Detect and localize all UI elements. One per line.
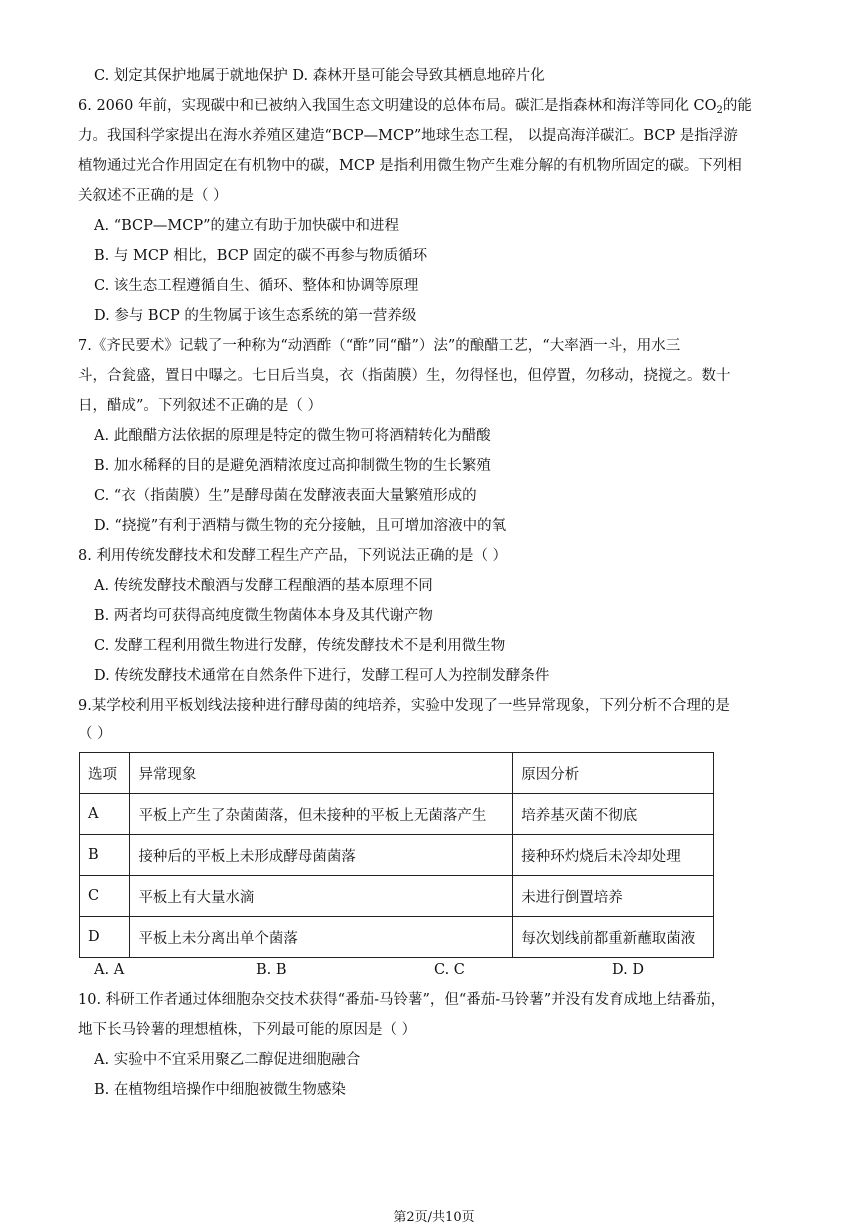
table-row <box>80 876 714 917</box>
q6-stem-line1: 6. 2060 年前，实现碳中和已被纳入我国生态文明建设的总体布局。碳汇是指森林和海洋等同化 $CO_2$的能 <box>78 98 752 116</box>
q9-option-c: C. C <box>434 962 465 978</box>
table-cell: 平板上未分离出单个菌落 <box>130 917 513 958</box>
page-number-footer: 第2页/共10页 <box>393 1210 475 1225</box>
q7-stem-line3: 日，醋成”。下列叙述不正确的是（ ） <box>78 398 323 414</box>
q6-stem-line4: 关叙述不正确的是（ ） <box>78 188 228 204</box>
q8-option-c: C. 发酵工程利用微生物进行发酵，传统发酵技术不是利用微生物 <box>94 638 506 654</box>
table-cell: 每次划线前都重新蘸取菌液 <box>513 917 714 958</box>
table-cell: D <box>80 917 130 958</box>
q6-stem-line3: 植物通过光合作用固定在有机物中的碳，MCP 是指利用微生物产生难分解的有机物所固定的碳。下列相 <box>78 158 742 174</box>
q5-options-cd: C. 划定其保护地属于就地保护 D. 森林开垦可能会导致其栖息地碎片化 <box>94 68 545 84</box>
q6-option-c: C. 该生态工程遵循自生、循环、整体和协调等原理 <box>94 278 419 294</box>
q6-option-b: B. 与 MCP 相比，BCP 固定的碳不再参与物质循环 <box>94 248 428 264</box>
q7-option-c: C. “衣（指菌膜）生”是酵母菌在发酵液表面大量繁殖形成的 <box>94 488 477 504</box>
table-cell: C <box>80 876 130 917</box>
table-cell: A <box>80 794 130 835</box>
table-cell: 接种环灼烧后未冷却处理 <box>513 835 714 876</box>
table-row <box>80 835 714 876</box>
q8-stem: 8. 利用传统发酵技术和发酵工程生产产品，下列说法正确的是（ ） <box>78 548 508 564</box>
q9-option-b: B. B <box>256 962 287 978</box>
q7-option-b: B. 加水稀释的目的是避免酒精浓度过高抑制微生物的生长繁殖 <box>94 458 491 474</box>
q9-option-a: A. A <box>94 962 125 978</box>
table-cell: 接种后的平板上未形成酵母菌菌落 <box>130 835 513 876</box>
q9-stem-line2: （ ） <box>78 726 112 742</box>
q8-option-b: B. 两者均可获得高纯度微生物菌体本身及其代谢产物 <box>94 608 433 624</box>
q7-stem-line2: 斗，合瓮盛，置日中曝之。七日后当臭，衣（指菌膜）生，勿得怪也，但停置，勿移动，挠搅之。数十 <box>78 368 731 384</box>
q8-option-a: A. 传统发酵技术酿酒与发酵工程酿酒的基本原理不同 <box>94 578 433 594</box>
table-cell: 培养基灭菌不彻底 <box>513 794 714 835</box>
table-cell: 未进行倒置培养 <box>513 876 714 917</box>
table-header-row <box>80 753 714 794</box>
q10-option-b: B. 在植物组培操作中细胞被微生物感染 <box>94 1082 346 1098</box>
q7-option-a: A. 此酿醋方法依据的原理是特定的微生物可将酒精转化为醋酸 <box>94 428 491 444</box>
q9-option-d: D. D <box>612 962 644 978</box>
q10-stem-line2: 地下长马铃薯的理想植株，下列最可能的原因是（ ） <box>78 1022 417 1038</box>
q7-stem-line1: 7.《齐民要术》记载了一种称为“动酒酢（“酢”同“醋”）法”的酿醋工艺，“大率酒一斗，用水三 <box>78 338 681 354</box>
q10-option-a: A. 实验中不宜采用聚乙二醇促进细胞融合 <box>94 1052 361 1068</box>
table-row <box>80 917 714 958</box>
table-header-cell: 异常现象 <box>130 753 513 794</box>
q9-table <box>79 752 714 958</box>
q9-stem-line1: 9.某学校利用平板划线法接种进行酵母菌的纯培养，实验中发现了一些异常现象，下列分析不合理的是 <box>78 698 730 714</box>
table-cell: 平板上有大量水滴 <box>130 876 513 917</box>
q6-stem-line2: 力。我国科学家提出在海水养殖区建造“BCP—MCP”地球生态工程， 以提高海洋碳汇。BCP 是指浮游 <box>78 128 738 144</box>
table-header-cell: 选项 <box>80 753 130 794</box>
table-row <box>80 794 714 835</box>
table-header-cell: 原因分析 <box>513 753 714 794</box>
q7-option-d: D. “挠搅”有利于酒精与微生物的充分接触，且可增加溶液中的氧 <box>94 518 507 534</box>
q8-option-d: D. 传统发酵技术通常在自然条件下进行，发酵工程可人为控制发酵条件 <box>94 668 550 684</box>
q9-options <box>94 962 734 982</box>
table-cell: 平板上产生了杂菌菌落，但未接种的平板上无菌落产生 <box>130 794 513 835</box>
table-cell: B <box>80 835 130 876</box>
q6-option-d: D. 参与 BCP 的生物属于该生态系统的第一营养级 <box>94 308 417 324</box>
q6-option-a: A. “BCP—MCP”的建立有助于加快碳中和进程 <box>94 218 399 234</box>
q10-stem-line1: 10. 科研工作者通过体细胞杂交技术获得“番茄-马铃薯”，但“番茄-马铃薯”并没有发育成地上结番茄， <box>78 992 726 1008</box>
